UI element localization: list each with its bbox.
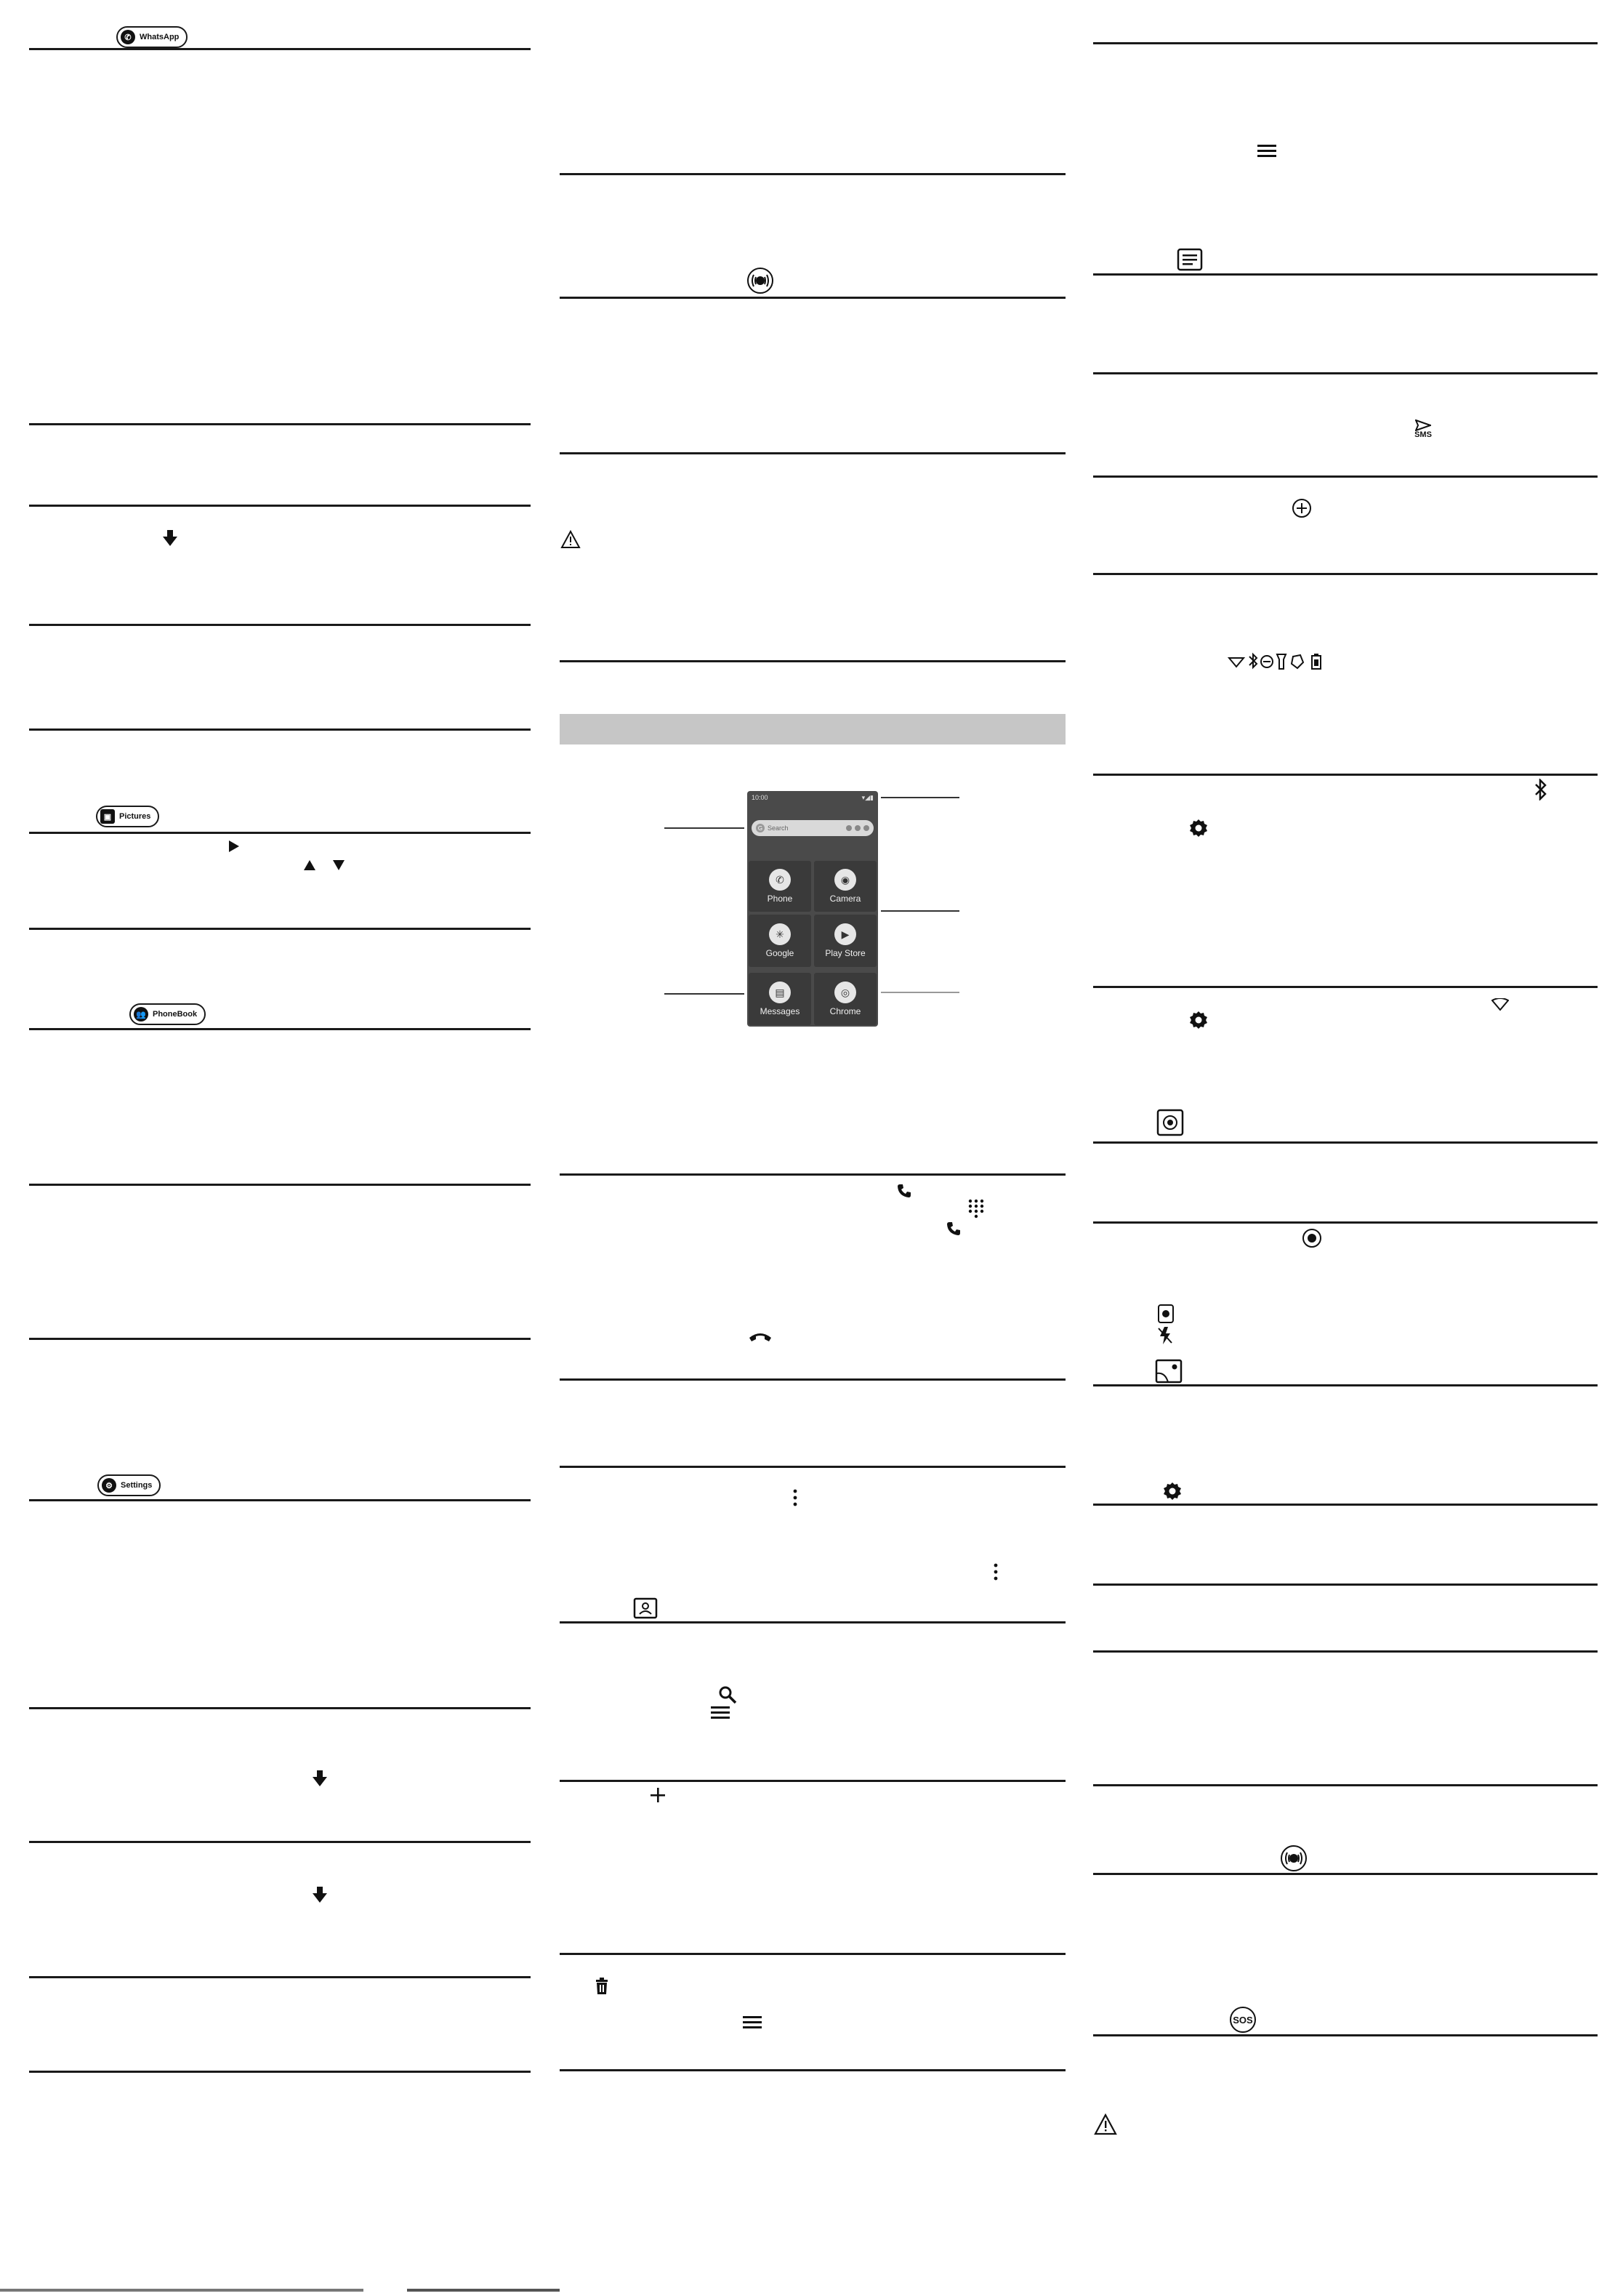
app-label: Google (765, 948, 794, 958)
app-tile-google[interactable] (749, 915, 811, 967)
app-tile-chrome[interactable] (814, 973, 877, 1025)
hearing-aid-icon (746, 266, 775, 295)
sos-icon (1228, 2005, 1257, 2034)
section-divider (29, 2071, 531, 2073)
send-sms-icon (1410, 414, 1436, 443)
mic-icon (846, 825, 852, 831)
section-divider (1093, 1583, 1598, 1586)
gallery-thumbnail-icon (1154, 1358, 1183, 1384)
shutter-icon (1301, 1227, 1323, 1249)
camera-icon: ◉ (834, 869, 856, 891)
bottom-edge-strip (407, 2289, 560, 2292)
download-arrow-icon (311, 1886, 329, 1903)
section-divider (1093, 1873, 1598, 1875)
section-divider (1093, 475, 1598, 478)
bluetooth-icon (1532, 778, 1550, 801)
wifi-icon (1490, 996, 1510, 1013)
section-divider (1093, 986, 1598, 988)
section-divider (29, 1184, 531, 1186)
end-call-icon (747, 1329, 773, 1344)
section-divider (1093, 42, 1598, 44)
play-icon (227, 839, 241, 854)
whatsapp-pill-label: WhatsApp (140, 33, 180, 41)
picture-icon: ▣ (100, 809, 115, 824)
section-divider (29, 1707, 531, 1709)
callout-line (664, 827, 744, 829)
search-placeholder: Search (768, 824, 789, 832)
phone-icon: ✆ (769, 869, 791, 891)
callout-line (881, 992, 959, 993)
phonebook-pill (129, 1003, 206, 1025)
section-divider (1093, 1650, 1598, 1653)
phone-handset-icon (945, 1220, 962, 1237)
trash-icon (593, 1976, 611, 1996)
status-icons: ▾◢▮ (861, 794, 874, 801)
whatsapp-pill (116, 26, 188, 48)
camera-app-icon (1156, 1108, 1185, 1137)
section-divider (560, 452, 1066, 454)
section-divider (560, 1953, 1066, 1955)
app-label: Camera (829, 894, 861, 904)
sms-label: SMS (1414, 430, 1432, 439)
gear-icon (1161, 1480, 1183, 1502)
section-divider (1093, 774, 1598, 776)
more-vert-icon (788, 1488, 802, 1508)
section-divider (29, 1338, 531, 1340)
section-divider (29, 48, 531, 50)
section-divider (1093, 1784, 1598, 1786)
app-label: Phone (767, 894, 793, 904)
section-divider (560, 1173, 1066, 1176)
section-divider (1093, 273, 1598, 276)
arrow-down-icon (331, 858, 346, 872)
menu-icon (741, 2011, 763, 2033)
section-divider (1093, 1221, 1598, 1224)
gear-icon (1188, 817, 1209, 839)
app-tile-play-store[interactable] (814, 915, 877, 967)
warning-icon (560, 529, 581, 550)
section-divider (29, 624, 531, 626)
app-tile-phone[interactable] (749, 861, 811, 912)
app-tile-messages[interactable] (749, 973, 811, 1025)
section-divider (560, 1378, 1066, 1381)
section-divider (29, 1028, 531, 1030)
section-divider (29, 928, 531, 930)
message-list-icon (1176, 247, 1204, 272)
section-divider (29, 423, 531, 425)
warning-icon (1093, 2113, 1118, 2136)
section-divider (560, 660, 1066, 662)
dialpad-icon (967, 1198, 986, 1220)
google-g-icon: G (756, 824, 765, 832)
callout-line (881, 910, 959, 912)
section-divider (560, 297, 1066, 299)
section-divider (1093, 1504, 1598, 1506)
callout-line (664, 993, 744, 995)
settings-icon (863, 825, 869, 831)
arrow-up-icon (302, 858, 317, 872)
settings-gears-icon: ⚙ (102, 1478, 116, 1493)
section-divider (560, 173, 1066, 175)
menu-icon (709, 1701, 731, 1723)
section-divider (560, 1466, 1066, 1468)
section-divider (560, 1621, 1066, 1623)
camera-switch-icon (1156, 1303, 1176, 1325)
plus-icon (648, 1786, 667, 1805)
section-divider (29, 1841, 531, 1843)
section-divider (1093, 2034, 1598, 2036)
app-label: Chrome (829, 1006, 861, 1016)
section-divider (560, 2069, 1066, 2071)
phone-home-screen (747, 791, 878, 1027)
section-divider (1093, 1384, 1598, 1386)
app-label: Play Store (825, 948, 866, 958)
section-divider (29, 1499, 531, 1501)
section-divider (1093, 372, 1598, 374)
bottom-edge-strip (0, 2289, 363, 2292)
section-divider (29, 505, 531, 507)
section-divider (560, 1780, 1066, 1782)
section-header-bar (560, 714, 1066, 744)
more-vert-icon (988, 1562, 1003, 1582)
hearing-aid-icon (1279, 1844, 1308, 1873)
status-time: 10:00 (752, 794, 768, 801)
contact-card-icon (632, 1597, 659, 1620)
play-store-icon: ▶ (834, 923, 856, 945)
flash-off-icon (1156, 1325, 1175, 1346)
pictures-pill (96, 806, 159, 827)
section-divider (1093, 573, 1598, 575)
section-divider (29, 1976, 531, 1978)
gear-icon (1188, 1009, 1209, 1031)
add-circle-icon (1291, 497, 1313, 519)
callout-line (881, 797, 959, 798)
app-label: Messages (760, 1006, 800, 1016)
download-arrow-icon (161, 529, 179, 547)
whatsapp-icon: ✆ (121, 30, 135, 44)
section-divider (1093, 1141, 1598, 1144)
pictures-pill-label: Pictures (119, 812, 151, 821)
google-icon: ✳ (769, 923, 791, 945)
section-divider (29, 832, 531, 834)
sos-label: SOS (1233, 2014, 1253, 2026)
section-divider (29, 728, 531, 731)
settings-pill-label: Settings (121, 1481, 153, 1490)
search-bar[interactable] (752, 820, 874, 836)
chrome-icon: ◎ (834, 982, 856, 1003)
phone-handset-icon (895, 1182, 913, 1200)
menu-icon (1256, 140, 1278, 161)
lens-icon (855, 825, 861, 831)
phonebook-pill-label: PhoneBook (153, 1010, 198, 1019)
app-tile-camera[interactable] (814, 861, 877, 912)
contacts-icon: 👥 (134, 1007, 148, 1021)
download-arrow-icon (311, 1770, 329, 1787)
messages-icon: ▤ (769, 982, 791, 1003)
quick-settings-icons (1227, 651, 1336, 672)
settings-pill (97, 1474, 161, 1496)
